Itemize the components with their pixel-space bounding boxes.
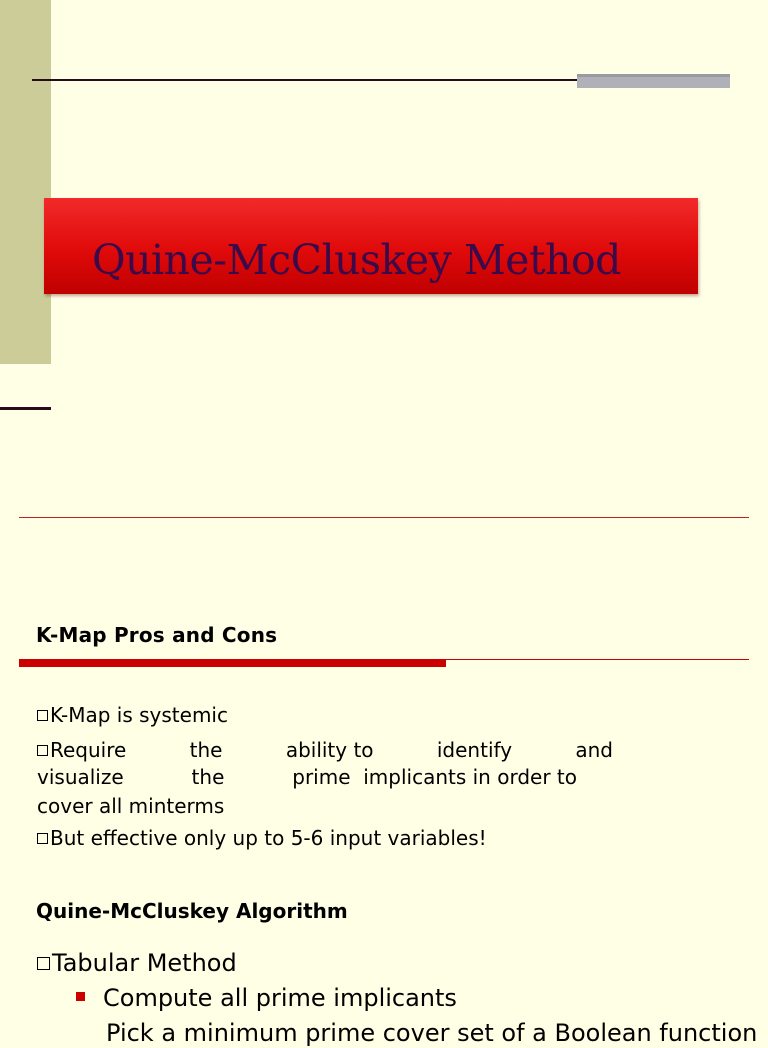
heading-underline-thick [19,659,446,667]
square-bullet-icon [37,745,48,756]
bullet-word: Require [37,736,126,764]
top-rule-line [32,79,577,81]
slide-title: Quine-McCluskey Method [92,236,621,284]
slide-divider [19,517,749,518]
bullet-require-line2 [37,763,577,791]
bullet-word: the [189,738,223,762]
red-square-bullet-icon [76,992,85,1001]
side-accent-bar [0,0,51,364]
bullet-word: visualize [37,765,124,789]
bullet-text: Tabular Method [52,949,237,977]
bullet-word: the [191,765,225,789]
square-bullet-icon [37,957,50,970]
bullet-word: identify [436,738,513,762]
bullet-word: and [575,738,613,762]
bullet-require-line3: cover all minterms [37,794,225,818]
bullet-effective [37,824,487,852]
bullet-require-line1 [37,736,613,764]
sub-bullet-pick-partial [106,1016,758,1047]
section-heading-kmap: K-Map Pros and Cons [36,623,278,647]
sub-bullet-text: Compute all prime implicants [103,984,457,1012]
bullet-tabular-method [37,948,237,978]
bullet-text: But effective only up to 5-6 input variables! [50,826,487,850]
bullet-text: K-Map is systemic [50,703,228,727]
bullet-kmap-systemic [37,701,228,729]
sub-bullet-text: Pick a minimum prime cover set of a Boolean function [106,1019,758,1047]
square-bullet-icon [37,833,48,844]
section-heading-qm: Quine-McCluskey Algorithm [36,899,348,923]
bullet-word: ability to [285,738,374,762]
left-dash-line [0,407,51,410]
top-rule-gray-bar [577,74,730,88]
sub-bullet-compute [76,983,457,1013]
heading-underline-thin [446,659,749,660]
square-bullet-icon [37,710,48,721]
bullet-word: prime implicants in order to [292,765,577,789]
